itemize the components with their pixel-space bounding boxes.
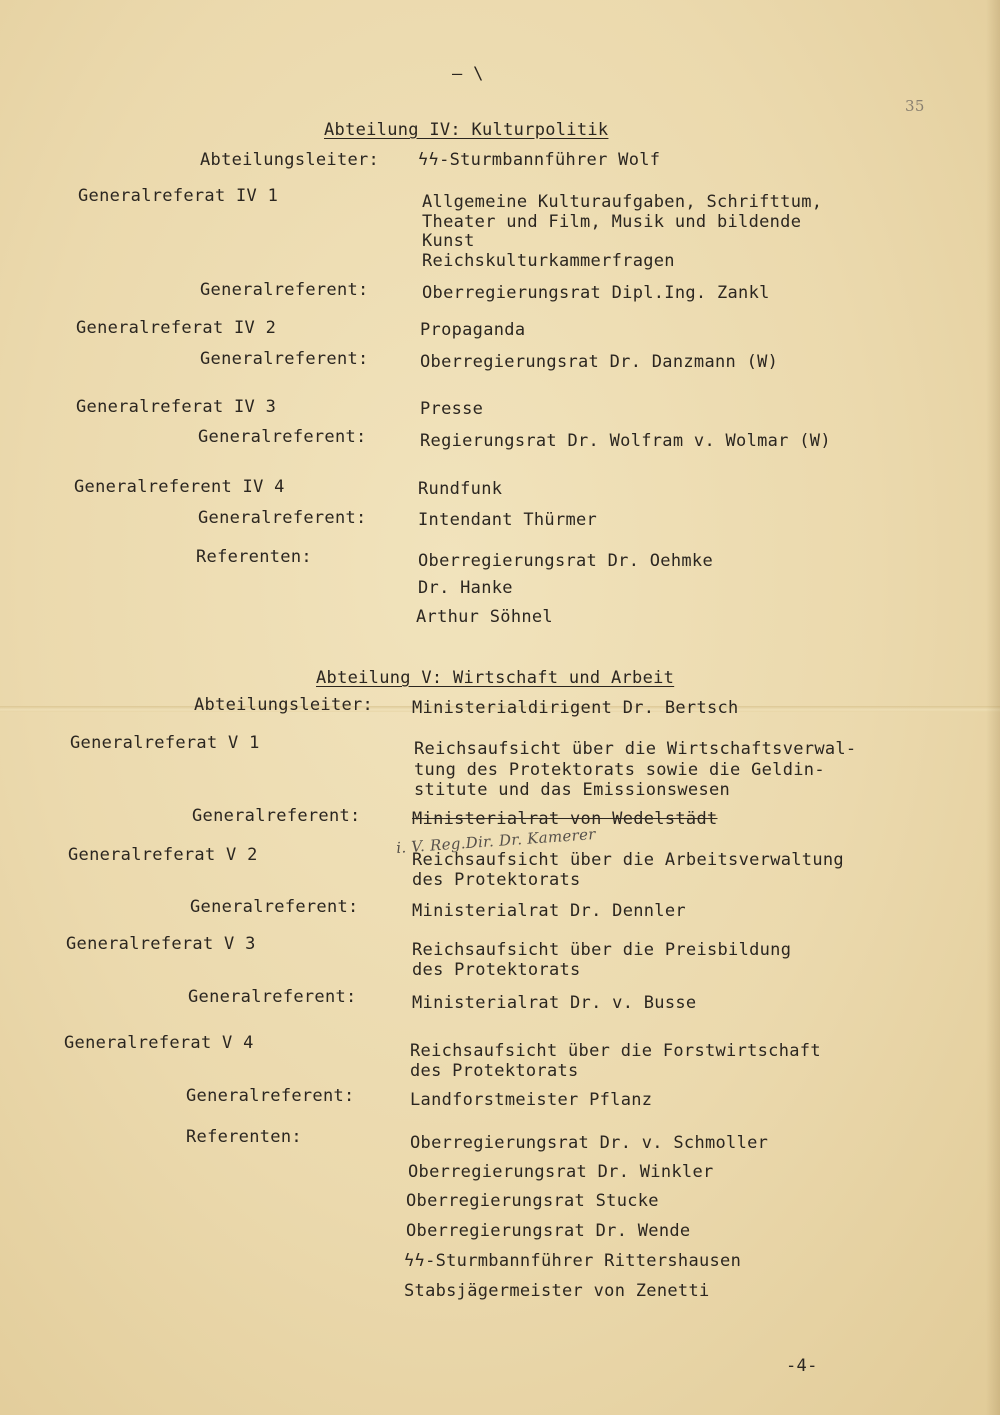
- gr-iv1-desc-line: Kunst: [422, 231, 475, 251]
- pencil-folio-number: 35: [905, 97, 925, 115]
- gr-iv4-desc: Rundfunk: [418, 479, 503, 499]
- gr-v2-referent-label: Generalreferent:: [190, 897, 359, 917]
- gr-v4-title: Generalreferat V 4: [64, 1033, 254, 1053]
- page-number: -4-: [786, 1356, 818, 1376]
- gr-iv1-desc-line: Allgemeine Kulturaufgaben, Schrifttum,: [422, 192, 823, 212]
- gr-iv3-title: Generalreferat IV 3: [76, 397, 277, 417]
- gr-v4-referent-item: Stabsjägermeister von Zenetti: [404, 1281, 710, 1301]
- gr-v2-referent: Ministerialrat Dr. Dennler: [412, 901, 686, 921]
- gr-v4-referent-label: Generalreferent:: [186, 1086, 355, 1106]
- gr-v2-desc-line: des Protektorats: [412, 870, 581, 890]
- gr-v1-referent-struck: Ministerialrat von Wedelstädt: [412, 809, 718, 829]
- section-v-leader-label: Abteilungsleiter:: [194, 695, 374, 715]
- gr-v1-desc-line: tung des Protektorats sowie die Geldin-: [414, 760, 825, 780]
- gr-iv1-desc-line: Reichskulturkammerfragen: [422, 251, 675, 271]
- gr-iv1-referent: Oberregierungsrat Dipl.Ing. Zankl: [422, 283, 770, 303]
- section-v-heading: Abteilung V: Wirtschaft und Arbeit: [316, 668, 675, 688]
- gr-iv2-title: Generalreferat IV 2: [76, 318, 277, 338]
- gr-iv4-referent-item: Dr. Hanke: [418, 578, 513, 598]
- gr-v4-referent-item: Oberregierungsrat Stucke: [406, 1191, 659, 1211]
- top-mark: – \: [452, 64, 484, 84]
- gr-v4-referent-item: Oberregierungsrat Dr. Wende: [406, 1221, 691, 1241]
- gr-iv1-title: Generalreferat IV 1: [78, 186, 279, 206]
- gr-v1-desc-line: Reichsaufsicht über die Wirtschaftsverwal-: [414, 739, 857, 759]
- gr-iv4-referent-label: Generalreferent:: [198, 508, 367, 528]
- gr-v4-referent-item: Oberregierungsrat Dr. Winkler: [408, 1162, 714, 1182]
- gr-iv2-referent-label: Generalreferent:: [200, 349, 369, 369]
- gr-v4-referenten-label: Referenten:: [186, 1127, 302, 1147]
- gr-v3-desc-line: des Protektorats: [412, 960, 581, 980]
- gr-iv1-referent-label: Generalreferent:: [200, 280, 369, 300]
- gr-iv2-referent: Oberregierungsrat Dr. Danzmann (W): [420, 352, 779, 372]
- gr-v3-desc-line: Reichsaufsicht über die Preisbildung: [412, 940, 792, 960]
- gr-iv2-desc: Propaganda: [420, 320, 526, 340]
- gr-iv4-referent-item: Arthur Söhnel: [416, 607, 553, 627]
- section-iv-heading: Abteilung IV: Kulturpolitik: [324, 120, 609, 140]
- gr-v1-title: Generalreferat V 1: [70, 733, 260, 753]
- gr-v2-desc-line: Reichsaufsicht über die Arbeitsverwaltung: [412, 850, 844, 870]
- gr-v4-referent-item: ϟϟ-Sturmbannführer Rittershausen: [404, 1251, 742, 1271]
- gr-v3-referent: Ministerialrat Dr. v. Busse: [412, 993, 697, 1013]
- gr-iv4-referenten-label: Referenten:: [196, 547, 312, 567]
- gr-v3-referent-label: Generalreferent:: [188, 987, 357, 1007]
- gr-v1-desc-line: stitute und das Emissionswesen: [414, 780, 731, 800]
- gr-iv4-title: Generalreferent IV 4: [74, 477, 285, 497]
- gr-iv4-referent-item: Oberregierungsrat Dr. Oehmke: [418, 551, 713, 571]
- gr-iv1-desc-line: Theater und Film, Musik und bildende: [422, 212, 802, 232]
- section-iv-leader-label: Abteilungsleiter:: [200, 150, 380, 170]
- gr-v4-referent-item: Oberregierungsrat Dr. v. Schmoller: [410, 1133, 769, 1153]
- gr-iv3-referent: Regierungsrat Dr. Wolfram v. Wolmar (W): [420, 431, 831, 451]
- section-v-leader-value: Ministerialdirigent Dr. Bertsch: [412, 698, 739, 718]
- gr-iv3-desc: Presse: [420, 399, 484, 419]
- gr-iv4-referent: Intendant Thürmer: [418, 510, 598, 530]
- section-iv-leader-value: ϟϟ-Sturmbannführer Wolf: [418, 150, 661, 170]
- paper-edge-shadow: [986, 0, 1000, 1415]
- gr-iv3-referent-label: Generalreferent:: [198, 427, 367, 447]
- gr-v4-desc-line: des Protektorats: [410, 1061, 579, 1081]
- gr-v4-desc-line: Reichsaufsicht über die Forstwirtschaft: [410, 1041, 821, 1061]
- gr-v2-title: Generalreferat V 2: [68, 845, 258, 865]
- gr-v1-referent-label: Generalreferent:: [192, 806, 361, 826]
- handwritten-correction: i. V. Reg.Dir. Dr. Kamerer: [395, 825, 597, 857]
- gr-v4-referent: Landforstmeister Pflanz: [410, 1090, 653, 1110]
- gr-v3-title: Generalreferat V 3: [66, 934, 256, 954]
